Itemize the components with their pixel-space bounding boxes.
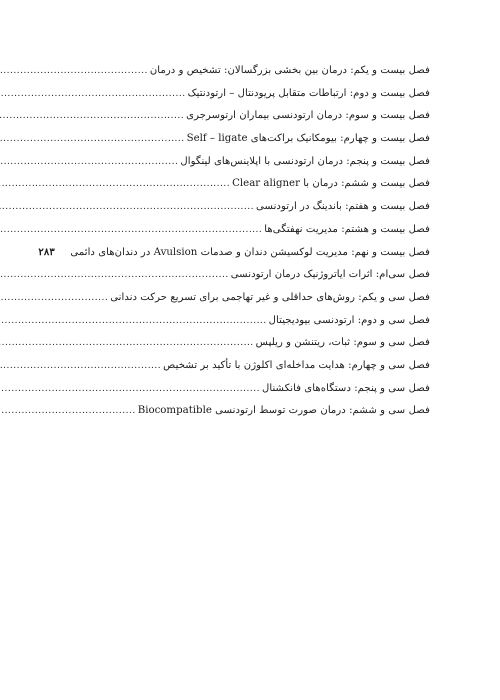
toc-entry[interactable] (52, 177, 430, 200)
toc-dot-leader (0, 406, 136, 416)
toc-entry[interactable] (52, 336, 430, 359)
toc-entry-title: فصل سی و سوم: ثبات، ریتنشن و ریلپس (255, 337, 430, 349)
toc-entry-title: فصل سی و ششم: درمان صورت توسط ارتودنسی Biocompatible (137, 405, 430, 417)
toc-entry[interactable] (38, 245, 430, 269)
toc-entry-title: فصل بیست و دوم: ارتباطات متقابل پریودنتال – ارتودنتیک (187, 87, 430, 99)
toc-entry-title: فصل سی و یکم: روش‌های حداقلی و غیر تهاجمی برای تسریع حرکت دندانی (110, 291, 430, 303)
toc-entry[interactable] (52, 291, 430, 314)
toc-entry-title: فصل بیست و نهم: مدیریت لوکسیشن دندان و صدمات Avulsion در دندان‌های دائمی (70, 246, 430, 258)
toc-dot-leader (0, 66, 148, 76)
toc-dot-leader (0, 293, 108, 303)
toc-entry-title: فصل سی و دوم: ارتودنسی بیودیجیتال (268, 314, 430, 326)
toc-dot-leader (0, 202, 254, 212)
toc-dot-leader (0, 316, 267, 326)
toc-entry[interactable] (52, 200, 430, 223)
toc-entry-title: فصل سی و پنجم: دستگاه‌های فانکشنال (261, 382, 430, 394)
toc-dot-leader (0, 157, 178, 167)
toc-entry-title: فصل بیست و چهارم: بیومکانیک براکت‌های Self – ligate (186, 133, 430, 145)
toc-dot-leader (0, 111, 184, 121)
toc-entry[interactable] (52, 87, 430, 110)
toc-dot-leader (0, 361, 161, 371)
toc-entry[interactable] (52, 132, 430, 155)
toc-dot-leader (0, 134, 185, 144)
toc-dot-leader (0, 179, 230, 189)
toc-entry-page: ۲۸۳ (38, 245, 55, 258)
toc-entry[interactable] (52, 314, 430, 337)
toc-entry-title: فصل بیست و پنجم: درمان ارتودنسی با اپلاینس‌های لینگوال (180, 155, 430, 167)
toc-entry-title: فصل سی و چهارم: هدایت مداخله‌ای اکلوژن با تأکید بر تشخیص (163, 359, 430, 371)
toc-entry-title: فصل بیست و هفتم: باندینگ در ارتودنسی (256, 201, 430, 213)
toc-dot-leader (0, 338, 254, 348)
toc-entry[interactable] (52, 155, 430, 178)
toc-entry[interactable] (52, 404, 430, 427)
toc-dot-leader (0, 270, 229, 280)
toc-entry[interactable] (52, 382, 430, 405)
toc-entry[interactable] (52, 359, 430, 382)
toc-entry[interactable] (52, 64, 430, 87)
toc-entry-title: فصل سی‌ام: اثرات ایاتروژنیک درمان ارتودنسی (230, 269, 430, 281)
toc-dot-leader (0, 384, 260, 394)
table-of-contents (38, 64, 430, 427)
toc-entry-title: فصل بیست و ششم: درمان با Clear aligner (232, 178, 430, 190)
toc-entry[interactable] (52, 268, 430, 291)
toc-entry[interactable] (52, 109, 430, 132)
toc-dot-leader (0, 225, 262, 235)
toc-entry-title: فصل بیست و سوم: درمان ارتودنسی بیماران ارتوسرجری (186, 110, 430, 122)
toc-entry-title: فصل بیست و یکم: درمان بین بخشی بزرگسالان: تشخیص و درمان (149, 65, 430, 76)
toc-entry-title: فصل بیست و هشتم: مدیریت نهفتگی‌ها (264, 223, 430, 235)
toc-entry[interactable] (52, 223, 430, 246)
toc-dot-leader (0, 89, 186, 99)
